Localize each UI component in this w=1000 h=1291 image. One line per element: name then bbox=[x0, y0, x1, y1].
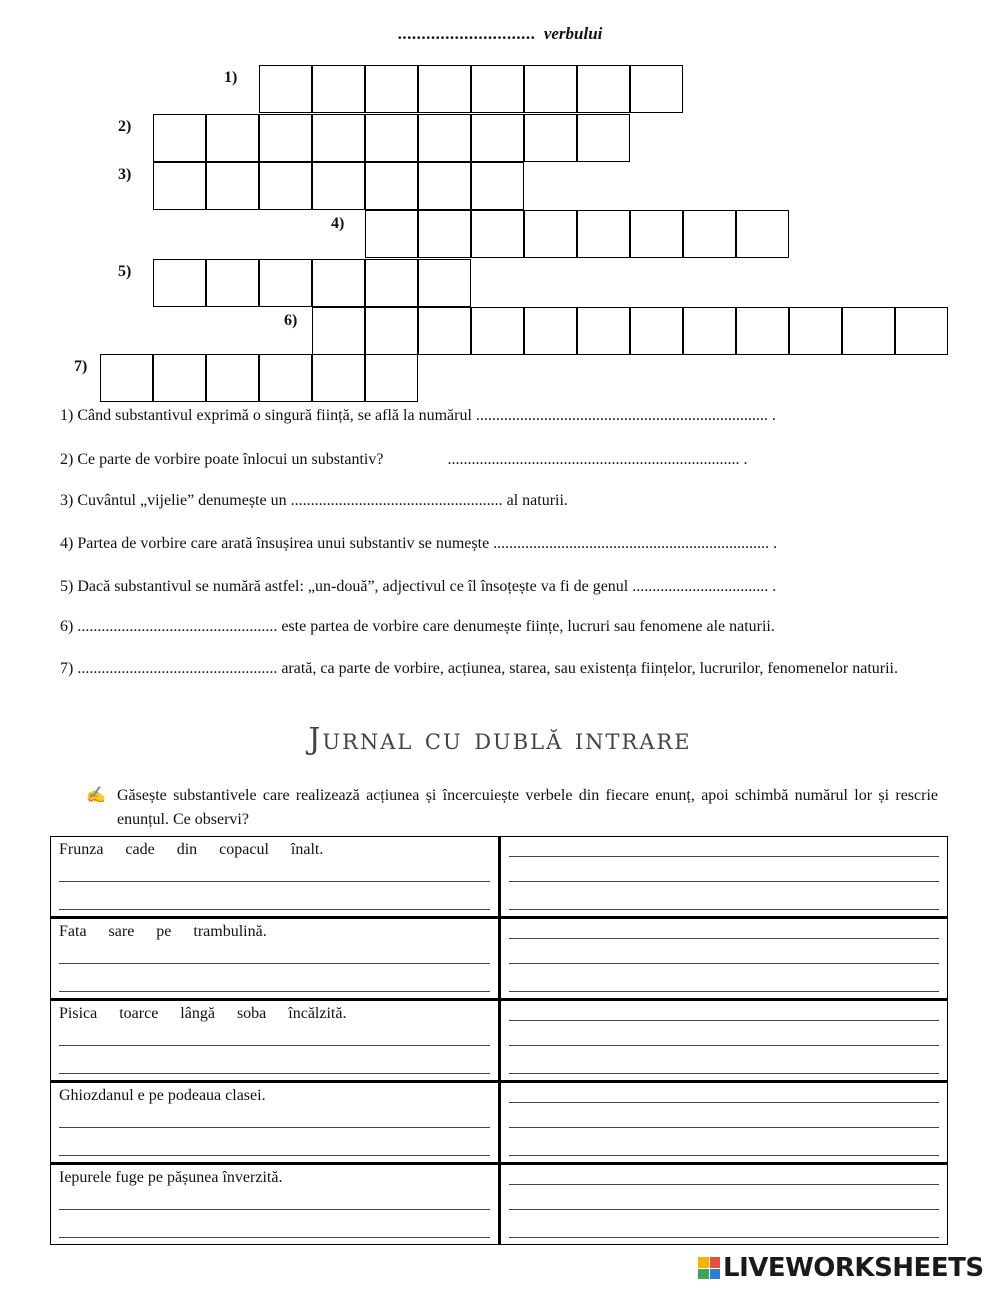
crossword-cell[interactable] bbox=[471, 65, 524, 113]
crossword-cell[interactable] bbox=[577, 65, 630, 113]
answer-line[interactable] bbox=[59, 963, 490, 964]
crossword-cell[interactable] bbox=[471, 114, 524, 162]
crossword-cell[interactable] bbox=[418, 259, 471, 307]
sentence-cell bbox=[51, 1082, 500, 1164]
crossword-cell[interactable] bbox=[736, 307, 789, 355]
crossword-cell[interactable] bbox=[259, 114, 312, 162]
crossword-cell[interactable] bbox=[365, 259, 418, 307]
crossword-cell[interactable] bbox=[683, 210, 736, 258]
crossword-cell[interactable] bbox=[312, 65, 365, 113]
crossword-cell[interactable] bbox=[206, 354, 259, 402]
rewrite-line[interactable] bbox=[509, 1184, 939, 1185]
crossword-cell[interactable] bbox=[418, 65, 471, 113]
crossword-cell[interactable] bbox=[418, 114, 471, 162]
sentence-cell bbox=[51, 837, 500, 918]
journal-row bbox=[51, 918, 948, 1000]
crossword-label-3: 3) bbox=[118, 166, 132, 183]
crossword-cell[interactable] bbox=[418, 162, 471, 210]
rewrite-line[interactable] bbox=[509, 909, 939, 910]
rewrite-cell bbox=[500, 1082, 948, 1164]
journal-row bbox=[51, 1000, 948, 1082]
logo-text: LIVEWORKSHEETS bbox=[723, 1253, 984, 1283]
sentence-cell bbox=[51, 918, 500, 1000]
journal-row bbox=[51, 1164, 948, 1245]
crossword-cell[interactable] bbox=[206, 259, 259, 307]
answer-line[interactable] bbox=[59, 1237, 490, 1238]
crossword-cell[interactable] bbox=[683, 307, 736, 355]
crossword-cell[interactable] bbox=[736, 210, 789, 258]
crossword-cell[interactable] bbox=[630, 307, 683, 355]
question-7: 7) .................................................. arată, ca parte de vorbire, acțiunea, starea, sau existența ființelor, lucrurilor, fenomenelor naturii. bbox=[60, 660, 898, 677]
sentence-1: Frunza cade din copacul înalt. bbox=[59, 841, 324, 858]
question-5: 5) Dacă substantivul se numără astfel: „un-două”, adjectivul ce îl însoțește va fi de genul .................................. . bbox=[60, 578, 777, 595]
crossword-cell[interactable] bbox=[100, 354, 153, 402]
crossword-label-6: 6) bbox=[284, 312, 298, 329]
answer-line[interactable] bbox=[59, 881, 490, 882]
crossword-label-4: 4) bbox=[331, 215, 345, 232]
crossword-cell[interactable] bbox=[577, 114, 630, 162]
worksheet-title bbox=[0, 24, 1000, 44]
liveworksheets-logo bbox=[698, 1253, 984, 1283]
crossword-cell[interactable] bbox=[206, 114, 259, 162]
crossword-cell[interactable] bbox=[365, 307, 418, 355]
question-6: 6) .................................................. este partea de vorbire care denumește ființe, lucruri sau fenomene ale naturii. bbox=[60, 618, 775, 635]
sentence-5: Iepurele fuge pe pășunea înverzită. bbox=[59, 1169, 283, 1186]
journal-row bbox=[51, 1082, 948, 1164]
rewrite-line[interactable] bbox=[509, 991, 939, 992]
crossword-label-7: 7) bbox=[74, 358, 88, 375]
rewrite-line[interactable] bbox=[509, 1073, 939, 1074]
title-blank[interactable]: ............................. bbox=[397, 24, 536, 43]
instruction-text: Găsește substantivele care realizează acțiunea și încercuiește verbele din fiecare enunț, apoi schimbă numărul lor și rescrie enunțul. Ce observi? bbox=[117, 787, 938, 828]
crossword-cell[interactable] bbox=[365, 114, 418, 162]
crossword-cell[interactable] bbox=[153, 354, 206, 402]
crossword-cell[interactable] bbox=[418, 210, 471, 258]
rewrite-line[interactable] bbox=[509, 1209, 939, 1210]
rewrite-line[interactable] bbox=[509, 856, 939, 857]
logo-mark-icon bbox=[698, 1257, 720, 1279]
crossword-cell[interactable] bbox=[577, 210, 630, 258]
answer-line[interactable] bbox=[59, 1127, 490, 1128]
answer-line[interactable] bbox=[59, 1155, 490, 1156]
crossword-cell[interactable] bbox=[524, 210, 577, 258]
rewrite-line[interactable] bbox=[509, 881, 939, 882]
rewrite-line[interactable] bbox=[509, 938, 939, 939]
rewrite-line[interactable] bbox=[509, 963, 939, 964]
crossword-cell[interactable] bbox=[206, 162, 259, 210]
crossword-cell[interactable] bbox=[789, 307, 842, 355]
crossword-cell[interactable] bbox=[259, 65, 312, 113]
crossword-cell[interactable] bbox=[365, 354, 418, 402]
journal-instruction bbox=[86, 784, 938, 832]
crossword-label-1: 1) bbox=[224, 69, 238, 86]
sentence-4: Ghiozdanul e pe podeaua clasei. bbox=[59, 1087, 266, 1104]
logo-square bbox=[710, 1257, 721, 1268]
crossword-cell[interactable] bbox=[312, 354, 365, 402]
rewrite-cell bbox=[500, 1164, 948, 1245]
question-3: 3) Cuvântul „vijelie” denumește un ..................................................... al naturii. bbox=[60, 492, 568, 509]
crossword-cell[interactable] bbox=[153, 162, 206, 210]
rewrite-line[interactable] bbox=[509, 1045, 939, 1046]
question-1: 1) Când substantivul exprimă o singură ființă, se află la numărul ......................................................................... . bbox=[60, 407, 776, 424]
question-2: 2) Ce parte de vorbire poate înlocui un substantiv? ......................................................................... . bbox=[60, 451, 748, 468]
crossword-cell[interactable] bbox=[418, 307, 471, 355]
crossword-label-5: 5) bbox=[118, 263, 132, 280]
answer-line[interactable] bbox=[59, 909, 490, 910]
sentence-3: Pisica toarce lângă soba încălzită. bbox=[59, 1005, 347, 1022]
crossword-cell[interactable] bbox=[471, 162, 524, 210]
crossword-cell[interactable] bbox=[524, 307, 577, 355]
crossword-cell[interactable] bbox=[259, 259, 312, 307]
crossword-cell[interactable] bbox=[153, 114, 206, 162]
logo-square bbox=[710, 1269, 721, 1280]
sentence-cell bbox=[51, 1164, 500, 1245]
journal-title: Jurnal cu dublă intrare bbox=[308, 722, 692, 757]
crossword-cell[interactable] bbox=[312, 114, 365, 162]
answer-line[interactable] bbox=[59, 1045, 490, 1046]
rewrite-cell bbox=[500, 837, 948, 918]
crossword-cell[interactable] bbox=[842, 307, 895, 355]
rewrite-line[interactable] bbox=[509, 1127, 939, 1128]
crossword-cell[interactable] bbox=[471, 307, 524, 355]
rewrite-line[interactable] bbox=[509, 1020, 939, 1021]
answer-line[interactable] bbox=[59, 991, 490, 992]
title-text: verbului bbox=[543, 24, 603, 43]
rewrite-line[interactable] bbox=[509, 1155, 939, 1156]
pencil-icon: ✍ bbox=[86, 787, 106, 804]
logo-square bbox=[698, 1257, 709, 1268]
crossword-cell[interactable] bbox=[577, 307, 630, 355]
crossword-cell[interactable] bbox=[630, 65, 683, 113]
crossword-cell[interactable] bbox=[365, 162, 418, 210]
sentence-cell bbox=[51, 1000, 500, 1082]
rewrite-cell bbox=[500, 918, 948, 1000]
crossword-label-2: 2) bbox=[118, 118, 132, 135]
crossword-cell[interactable] bbox=[524, 65, 577, 113]
sentence-2: Fata sare pe trambulină. bbox=[59, 923, 267, 940]
rewrite-line[interactable] bbox=[509, 1237, 939, 1238]
crossword-cell[interactable] bbox=[312, 307, 365, 355]
crossword-cell[interactable] bbox=[471, 210, 524, 258]
rewrite-line[interactable] bbox=[509, 1102, 939, 1103]
rewrite-cell bbox=[500, 1000, 948, 1082]
journal-row bbox=[51, 837, 948, 918]
journal-table bbox=[50, 836, 948, 1245]
crossword-cell[interactable] bbox=[630, 210, 683, 258]
crossword-cell[interactable] bbox=[524, 114, 577, 162]
crossword-cell[interactable] bbox=[895, 307, 948, 355]
answer-line[interactable] bbox=[59, 1209, 490, 1210]
crossword-cell[interactable] bbox=[312, 162, 365, 210]
crossword-cell[interactable] bbox=[259, 162, 312, 210]
logo-square bbox=[698, 1269, 709, 1280]
crossword-cell[interactable] bbox=[259, 354, 312, 402]
answer-line[interactable] bbox=[59, 1073, 490, 1074]
crossword-cell[interactable] bbox=[312, 259, 365, 307]
question-4: 4) Partea de vorbire care arată însușirea unui substantiv se numește ..................................................................... . bbox=[60, 535, 778, 552]
crossword-cell[interactable] bbox=[365, 210, 418, 258]
crossword-cell[interactable] bbox=[365, 65, 418, 113]
crossword-cell[interactable] bbox=[153, 259, 206, 307]
